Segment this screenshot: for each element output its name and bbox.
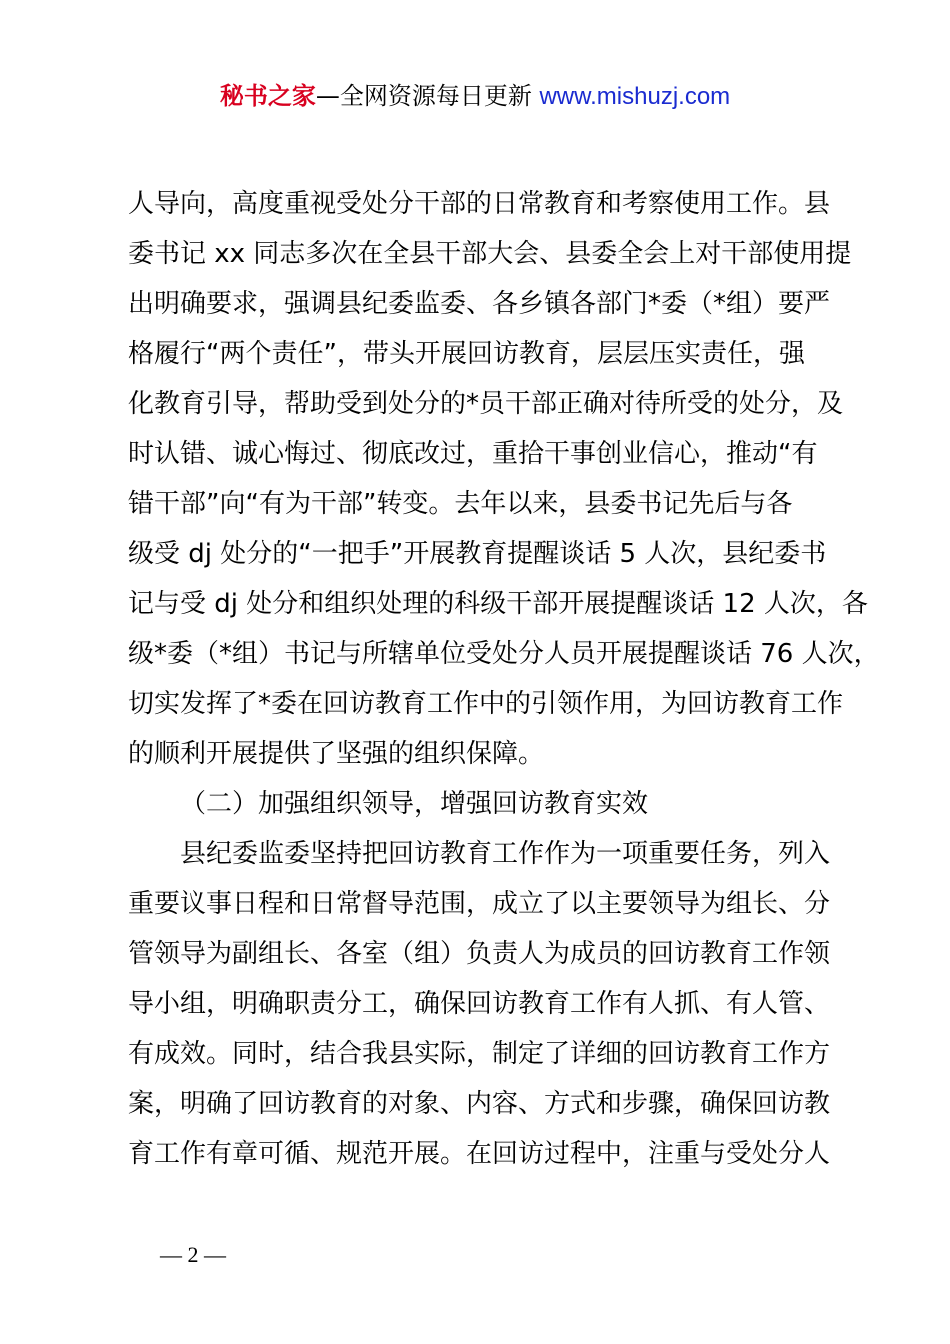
body-line: 化教育引导，帮助受到处分的*员干部正确对待所受的处分，及 <box>128 389 844 419</box>
body-line: 格履行“两个责任”，带头开展回访教育，层层压实责任，强 <box>128 339 805 369</box>
body-line: 时认错、诚心悔过、彻底改过，重拾干事创业信心，推动“有 <box>128 439 818 469</box>
site-brand: 秘书之家 <box>219 82 316 110</box>
body-line: 人导向，高度重视受处分干部的日常教育和考察使用工作。县 <box>128 189 831 219</box>
body-line: 级*委（*组）书记与所辖单位受处分人员开展提醒谈话 76 人次， <box>128 639 880 669</box>
page-header <box>0 78 950 115</box>
body-line: 出明确要求，强调县纪委监委、各乡镇各部门*委（*组）要严 <box>128 289 831 319</box>
section-heading: （二）加强组织领导，增强回访教育实效 <box>180 789 649 819</box>
body-line: 育工作有章可循、规范开展。在回访过程中，注重与受处分人 <box>128 1139 831 1169</box>
body-line: 案，明确了回访教育的对象、内容、方式和步骤，确保回访教 <box>128 1089 831 1119</box>
body-line: 管领导为副组长、各室（组）负责人为成员的回访教育工作领 <box>128 939 831 969</box>
site-slogan: —全网资源每日更新 <box>315 82 532 110</box>
document-body <box>128 179 880 1179</box>
body-line: 导小组，明确职责分工，确保回访教育工作有人抓、有人管、 <box>128 989 831 1019</box>
body-line: 错干部”向“有为干部”转变。去年以来，县委书记先后与各 <box>128 489 793 519</box>
page-number: — 2 — <box>160 1242 226 1267</box>
body-line: 级受 dj 处分的“一把手”开展教育提醒谈话 5 人次，县纪委书 <box>128 539 827 569</box>
body-line: 重要议事日程和日常督导范围，成立了以主要领导为组长、分 <box>128 889 831 919</box>
body-line: 委书记 xx 同志多次在全县干部大会、县委全会上对干部使用提 <box>128 239 852 269</box>
body-line: 的顺利开展提供了坚强的组织保障。 <box>128 739 545 769</box>
body-line: 切实发挥了*委在回访教育工作中的引领作用，为回访教育工作 <box>128 689 844 719</box>
body-line: 县纪委监委坚持把回访教育工作作为一项重要任务，列入 <box>180 839 831 869</box>
body-line: 记与受 dj 处分和组织处理的科级干部开展提醒谈话 12 人次，各 <box>128 589 868 619</box>
body-line: 有成效。同时，结合我县实际，制定了详细的回访教育工作方 <box>128 1039 831 1069</box>
site-url-link[interactable]: www.mishuzj.com <box>539 83 731 110</box>
